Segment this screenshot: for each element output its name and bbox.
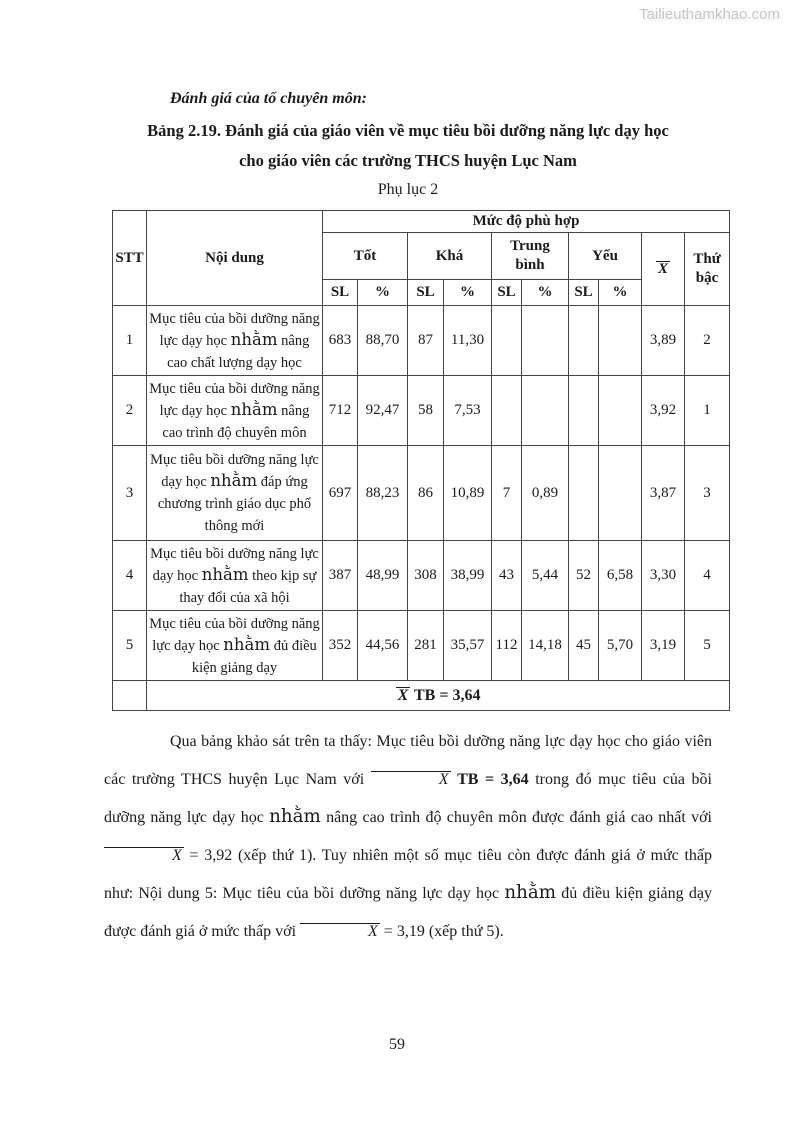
cell-value: 712 [323, 376, 358, 446]
section-kicker: Đánh giá của tổ chuyên môn: [170, 90, 367, 107]
cell-value: 45 [569, 611, 599, 681]
cell-value [599, 376, 642, 446]
cell-value: 387 [323, 541, 358, 611]
text-segment: Mục tiêu của bồi dưỡng năng lực dạy học [149, 310, 320, 349]
col-header-tot: Tốt [323, 233, 408, 280]
text-segment: nhằm [504, 882, 557, 903]
text-segment: nhằm [269, 806, 321, 827]
col-header-yeu: Yếu [569, 233, 642, 280]
text-segment: trong đó mục tiêu của bồi dưỡng năng lực dạy học [104, 771, 712, 826]
xbar-symbol: X [397, 686, 409, 704]
cell-value [599, 446, 642, 541]
cell-value [492, 376, 522, 446]
text-segment: nhằm [223, 634, 271, 654]
text-segment: đủ điều kiện giảng dạy được đánh giá ở mức thấp với [104, 885, 712, 940]
subheader-sl: SL [408, 280, 444, 306]
text-segment: nâng cao chất lượng dạy học [167, 332, 310, 371]
text-segment: nhằm [230, 399, 278, 419]
subheader-pct: % [522, 280, 569, 306]
cell-value: 6,58 [599, 541, 642, 611]
cell-value: 92,47 [358, 376, 408, 446]
subheader-pct: % [444, 280, 492, 306]
cell-rank: 2 [685, 306, 730, 376]
table-row [113, 541, 730, 611]
cell-value: 48,99 [358, 541, 408, 611]
cell-value: 10,89 [444, 446, 492, 541]
cell-value: 35,57 [444, 611, 492, 681]
cell-content [147, 611, 323, 681]
cell-value [522, 306, 569, 376]
text-segment: Mục tiêu bồi dưỡng năng lực dạy học [150, 452, 319, 490]
text-segment: theo kịp sự thay đổi của xã hội [179, 567, 317, 606]
cell-value [522, 376, 569, 446]
text-segment: nhằm [201, 564, 249, 584]
cell-stt: 1 [113, 306, 147, 376]
cell-content [147, 376, 323, 446]
text-segment: nâng cao trình độ chuyên môn [162, 402, 310, 441]
cell-xbar-value: 3,30 [642, 541, 685, 611]
cell-value [599, 306, 642, 376]
col-header-stt: STT [113, 211, 147, 306]
table-row [113, 306, 730, 376]
cell-value: 14,18 [522, 611, 569, 681]
xbar-symbol: X [300, 923, 380, 941]
text-segment: = 3,92 (xếp thứ 1). Tuy nhiên một số mục tiêu còn được đánh giá ở mức thấp như: Nội dung 5: Mục tiêu của bồi dưỡng năng lực dạy học [104, 847, 712, 902]
cell-value: 281 [408, 611, 444, 681]
cell-value: 88,70 [358, 306, 408, 376]
cell-value: 58 [408, 376, 444, 446]
text-segment: Qua bảng khảo sát trên ta thấy: Mục tiêu bồi dưỡng năng lực dạy học cho giáo viên các trường THCS huyện Lục Nam với [104, 733, 712, 788]
cell-value: 5,70 [599, 611, 642, 681]
cell-value: 112 [492, 611, 522, 681]
table-row [113, 611, 730, 681]
col-header-muc-do-phu-hop: Mức độ phù hợp [323, 211, 730, 233]
survey-table [112, 210, 730, 711]
cell-value: 44,56 [358, 611, 408, 681]
footer-average-cell [147, 681, 730, 711]
annex-label: Phụ lục 2 [377, 181, 439, 198]
table-title-line2: cho giáo viên các trường THCS huyện Lục Nam [239, 151, 577, 170]
cell-value: 697 [323, 446, 358, 541]
cell-rank: 1 [685, 376, 730, 446]
col-header-kha: Khá [408, 233, 492, 280]
text-segment: Mục tiêu bồi dưỡng năng lực dạy học [150, 545, 319, 584]
cell-value [569, 306, 599, 376]
table-footer-row [113, 681, 730, 711]
xbar-symbol: X [371, 771, 451, 789]
cell-xbar-value: 3,87 [642, 446, 685, 541]
col-header-xbar [642, 233, 685, 306]
subheader-sl: SL [323, 280, 358, 306]
cell-stt: 5 [113, 611, 147, 681]
cell-value: 52 [569, 541, 599, 611]
cell-value: 11,30 [444, 306, 492, 376]
subheader-pct: % [599, 280, 642, 306]
cell-xbar-value: 3,92 [642, 376, 685, 446]
text-segment: nhằm [210, 471, 258, 490]
subheader-sl: SL [569, 280, 599, 306]
cell-xbar-value: 3,89 [642, 306, 685, 376]
cell-stt: 4 [113, 541, 147, 611]
cell-value: 88,23 [358, 446, 408, 541]
cell-value: 38,99 [444, 541, 492, 611]
cell-value: 5,44 [522, 541, 569, 611]
cell-value [492, 306, 522, 376]
col-header-trung-binh: Trung bình [492, 233, 569, 280]
cell-value: 683 [323, 306, 358, 376]
text-segment: đủ điều kiện giảng dạy [191, 637, 317, 676]
footer-empty-cell [113, 681, 147, 711]
text-segment: Mục tiêu của bồi dưỡng năng lực dạy học [149, 380, 320, 419]
cell-stt: 2 [113, 376, 147, 446]
text-segment: nhằm [230, 329, 278, 349]
cell-value [569, 446, 599, 541]
col-header-thu-bac: Thứ bậc [685, 233, 730, 306]
cell-value: 0,89 [522, 446, 569, 541]
subheader-pct: % [358, 280, 408, 306]
cell-xbar-value: 3,19 [642, 611, 685, 681]
text-segment: = 3,19 (xếp thứ 5). [379, 923, 504, 940]
cell-value: 308 [408, 541, 444, 611]
cell-value: 87 [408, 306, 444, 376]
text-segment: đáp ứng chương trình giáo dục phổ thông mới [157, 474, 312, 534]
cell-content [147, 306, 323, 376]
cell-value: 7,53 [444, 376, 492, 446]
text-segment: TB = 3,64 [457, 771, 529, 788]
cell-rank: 4 [685, 541, 730, 611]
cell-rank: 3 [685, 446, 730, 541]
text-segment: TB = 3,64 [410, 686, 481, 704]
cell-value: 43 [492, 541, 522, 611]
table-row [113, 446, 730, 541]
cell-value [569, 376, 599, 446]
subheader-sl: SL [492, 280, 522, 306]
col-header-noi-dung: Nội dung [147, 211, 323, 306]
xbar-symbol: X [657, 260, 668, 277]
page-number: 59 [389, 1036, 405, 1053]
text-segment: nâng cao trình độ chuyên môn được đánh giá cao nhất với [320, 809, 712, 826]
cell-value: 7 [492, 446, 522, 541]
watermark-text: Tailieuthamkhao.com [639, 6, 780, 23]
cell-value: 352 [323, 611, 358, 681]
cell-content [147, 446, 323, 541]
table-title-line1: Bảng 2.19. Đánh giá của giáo viên về mục tiêu bồi dưỡng năng lực dạy học [147, 121, 669, 140]
cell-value: 86 [408, 446, 444, 541]
text-segment: Mục tiêu của bồi dưỡng năng lực dạy học [149, 615, 320, 654]
cell-content [147, 541, 323, 611]
analysis-paragraph [104, 723, 712, 951]
cell-rank: 5 [685, 611, 730, 681]
cell-stt: 3 [113, 446, 147, 541]
table-row [113, 376, 730, 446]
xbar-symbol: X [104, 847, 184, 865]
